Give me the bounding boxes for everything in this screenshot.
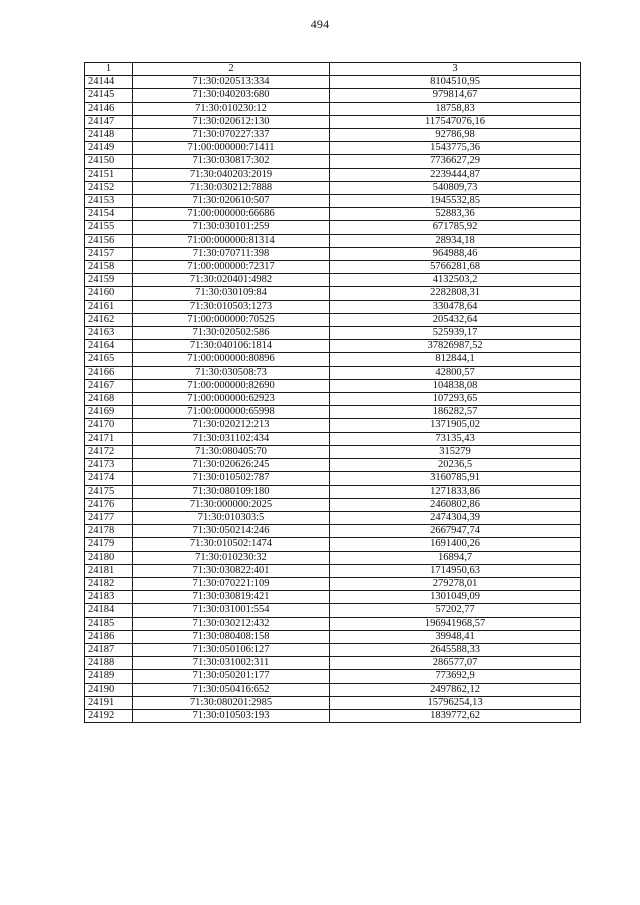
row-number-cell: 24162 bbox=[85, 313, 133, 326]
table-row bbox=[85, 379, 581, 392]
value-cell: 2497862,12 bbox=[330, 683, 581, 696]
table-row bbox=[85, 155, 581, 168]
table-row bbox=[85, 459, 581, 472]
value-cell: 20236,5 bbox=[330, 459, 581, 472]
row-number-cell: 24152 bbox=[85, 181, 133, 194]
table-row bbox=[85, 617, 581, 630]
value-cell: 57202,77 bbox=[330, 604, 581, 617]
table-row bbox=[85, 142, 581, 155]
row-number-cell: 24154 bbox=[85, 208, 133, 221]
row-number-cell: 24155 bbox=[85, 221, 133, 234]
cadastral-number-cell: 71:30:010502:1474 bbox=[133, 538, 330, 551]
cadastral-number-cell: 71:30:080201:2985 bbox=[133, 696, 330, 709]
cadastral-number-cell: 71:30:050214:246 bbox=[133, 525, 330, 538]
value-cell: 812844,1 bbox=[330, 353, 581, 366]
row-number-cell: 24185 bbox=[85, 617, 133, 630]
table-row bbox=[85, 76, 581, 89]
table-row bbox=[85, 577, 581, 590]
row-number-cell: 24177 bbox=[85, 511, 133, 524]
row-number-cell: 24189 bbox=[85, 670, 133, 683]
cadastral-number-cell: 71:00:000000:82690 bbox=[133, 379, 330, 392]
value-cell: 286577,07 bbox=[330, 657, 581, 670]
column-header-2: 2 bbox=[133, 63, 330, 76]
table-row bbox=[85, 643, 581, 656]
table-row bbox=[85, 538, 581, 551]
table-row bbox=[85, 472, 581, 485]
table-row bbox=[85, 485, 581, 498]
row-number-cell: 24184 bbox=[85, 604, 133, 617]
row-number-cell: 24151 bbox=[85, 168, 133, 181]
value-cell: 1945532,85 bbox=[330, 195, 581, 208]
row-number-cell: 24158 bbox=[85, 261, 133, 274]
value-cell: 2239444,87 bbox=[330, 168, 581, 181]
table-row bbox=[85, 89, 581, 102]
table-row bbox=[85, 564, 581, 577]
cadastral-number-cell: 71:30:010502:787 bbox=[133, 472, 330, 485]
value-cell: 8104510,95 bbox=[330, 76, 581, 89]
value-cell: 330478,64 bbox=[330, 300, 581, 313]
value-cell: 37826987,52 bbox=[330, 340, 581, 353]
row-number-cell: 24188 bbox=[85, 657, 133, 670]
cadastral-number-cell: 71:30:040203:2019 bbox=[133, 168, 330, 181]
cadastral-number-cell: 71:30:070711:398 bbox=[133, 247, 330, 260]
column-header-3: 3 bbox=[330, 63, 581, 76]
value-cell: 205432,64 bbox=[330, 313, 581, 326]
cadastral-number-cell: 71:30:070227:337 bbox=[133, 129, 330, 142]
cadastral-number-cell: 71:30:070221:109 bbox=[133, 577, 330, 590]
cadastral-number-cell: 71:30:030508:73 bbox=[133, 366, 330, 379]
table-body bbox=[85, 76, 581, 723]
cadastral-number-cell: 71:30:010230:12 bbox=[133, 102, 330, 115]
column-header-1: 1 bbox=[85, 63, 133, 76]
row-number-cell: 24168 bbox=[85, 393, 133, 406]
cadastral-number-cell: 71:30:030822:401 bbox=[133, 564, 330, 577]
table-row bbox=[85, 630, 581, 643]
table-row bbox=[85, 129, 581, 142]
row-number-cell: 24174 bbox=[85, 472, 133, 485]
table-row bbox=[85, 525, 581, 538]
row-number-cell: 24190 bbox=[85, 683, 133, 696]
cadastral-number-cell: 71:00:000000:72317 bbox=[133, 261, 330, 274]
value-cell: 2645588,33 bbox=[330, 643, 581, 656]
value-cell: 1371905,02 bbox=[330, 419, 581, 432]
cadastral-number-cell: 71:30:030109:84 bbox=[133, 287, 330, 300]
value-cell: 1543775,36 bbox=[330, 142, 581, 155]
table-row bbox=[85, 247, 581, 260]
table-row bbox=[85, 419, 581, 432]
table-row bbox=[85, 261, 581, 274]
row-number-cell: 24181 bbox=[85, 564, 133, 577]
row-number-cell: 24165 bbox=[85, 353, 133, 366]
row-number-cell: 24157 bbox=[85, 247, 133, 260]
table-row bbox=[85, 102, 581, 115]
table-row bbox=[85, 353, 581, 366]
row-number-cell: 24178 bbox=[85, 525, 133, 538]
row-number-cell: 24156 bbox=[85, 234, 133, 247]
table-row bbox=[85, 683, 581, 696]
value-cell: 1271833,86 bbox=[330, 485, 581, 498]
table-row bbox=[85, 327, 581, 340]
cadastral-number-cell: 71:30:031102:434 bbox=[133, 432, 330, 445]
cadastral-number-cell: 71:00:000000:65998 bbox=[133, 406, 330, 419]
cadastral-number-cell: 71:30:020612:130 bbox=[133, 115, 330, 128]
cadastral-number-cell: 71:30:030212:7888 bbox=[133, 181, 330, 194]
table-row bbox=[85, 366, 581, 379]
cadastral-number-cell: 71:00:000000:70525 bbox=[133, 313, 330, 326]
row-number-cell: 24166 bbox=[85, 366, 133, 379]
row-number-cell: 24146 bbox=[85, 102, 133, 115]
cadastral-number-cell: 71:00:000000:71411 bbox=[133, 142, 330, 155]
cadastral-number-cell: 71:30:080109:180 bbox=[133, 485, 330, 498]
value-cell: 16894,7 bbox=[330, 551, 581, 564]
row-number-cell: 24144 bbox=[85, 76, 133, 89]
table-row bbox=[85, 168, 581, 181]
table-row bbox=[85, 406, 581, 419]
cadastral-number-cell: 71:30:030212:432 bbox=[133, 617, 330, 630]
table-row bbox=[85, 181, 581, 194]
table-row bbox=[85, 300, 581, 313]
value-cell: 1714950,63 bbox=[330, 564, 581, 577]
value-cell: 4132503,2 bbox=[330, 274, 581, 287]
row-number-cell: 24183 bbox=[85, 591, 133, 604]
table-row bbox=[85, 670, 581, 683]
value-cell: 1839772,62 bbox=[330, 709, 581, 722]
cadastral-number-cell: 71:00:000000:62923 bbox=[133, 393, 330, 406]
value-cell: 117547076,16 bbox=[330, 115, 581, 128]
cadastral-number-cell: 71:30:010230:32 bbox=[133, 551, 330, 564]
table-row bbox=[85, 551, 581, 564]
row-number-cell: 24159 bbox=[85, 274, 133, 287]
table-header-row bbox=[85, 63, 581, 76]
table-row bbox=[85, 208, 581, 221]
cadastral-number-cell: 71:30:050416:652 bbox=[133, 683, 330, 696]
row-number-cell: 24179 bbox=[85, 538, 133, 551]
row-number-cell: 24160 bbox=[85, 287, 133, 300]
table-container bbox=[84, 62, 581, 723]
cadastral-number-cell: 71:30:020401:4982 bbox=[133, 274, 330, 287]
table-row bbox=[85, 511, 581, 524]
cadastral-number-cell: 71:30:031001:554 bbox=[133, 604, 330, 617]
row-number-cell: 24170 bbox=[85, 419, 133, 432]
cadastral-number-cell: 71:30:000000:2025 bbox=[133, 498, 330, 511]
row-number-cell: 24169 bbox=[85, 406, 133, 419]
cadastral-number-cell: 71:30:050106:127 bbox=[133, 643, 330, 656]
table-row bbox=[85, 445, 581, 458]
value-cell: 671785,92 bbox=[330, 221, 581, 234]
value-cell: 186282,57 bbox=[330, 406, 581, 419]
table-row bbox=[85, 591, 581, 604]
value-cell: 52883,36 bbox=[330, 208, 581, 221]
row-number-cell: 24173 bbox=[85, 459, 133, 472]
row-number-cell: 24167 bbox=[85, 379, 133, 392]
table-row bbox=[85, 432, 581, 445]
row-number-cell: 24187 bbox=[85, 643, 133, 656]
table-row bbox=[85, 657, 581, 670]
value-cell: 2282808,31 bbox=[330, 287, 581, 300]
row-number-cell: 24172 bbox=[85, 445, 133, 458]
row-number-cell: 24153 bbox=[85, 195, 133, 208]
table-row bbox=[85, 195, 581, 208]
row-number-cell: 24145 bbox=[85, 89, 133, 102]
value-cell: 2667947,74 bbox=[330, 525, 581, 538]
value-cell: 525939,17 bbox=[330, 327, 581, 340]
cadastral-number-cell: 71:30:020502:586 bbox=[133, 327, 330, 340]
value-cell: 107293,65 bbox=[330, 393, 581, 406]
cadastral-number-cell: 71:30:040203:680 bbox=[133, 89, 330, 102]
row-number-cell: 24180 bbox=[85, 551, 133, 564]
row-number-cell: 24192 bbox=[85, 709, 133, 722]
table-row bbox=[85, 234, 581, 247]
value-cell: 2474304,39 bbox=[330, 511, 581, 524]
value-cell: 1691400,26 bbox=[330, 538, 581, 551]
row-number-cell: 24164 bbox=[85, 340, 133, 353]
row-number-cell: 24163 bbox=[85, 327, 133, 340]
cadastral-number-cell: 71:30:020212:213 bbox=[133, 419, 330, 432]
row-number-cell: 24148 bbox=[85, 129, 133, 142]
table-row bbox=[85, 313, 581, 326]
cadastral-number-cell: 71:30:040106:1814 bbox=[133, 340, 330, 353]
value-cell: 2460802,86 bbox=[330, 498, 581, 511]
row-number-cell: 24147 bbox=[85, 115, 133, 128]
value-cell: 104838,08 bbox=[330, 379, 581, 392]
value-cell: 42800,57 bbox=[330, 366, 581, 379]
table-row bbox=[85, 221, 581, 234]
row-number-cell: 24186 bbox=[85, 630, 133, 643]
value-cell: 315279 bbox=[330, 445, 581, 458]
table-row bbox=[85, 287, 581, 300]
page-number: 494 bbox=[310, 17, 330, 31]
data-table bbox=[84, 62, 581, 723]
cadastral-number-cell: 71:30:080408:158 bbox=[133, 630, 330, 643]
cadastral-number-cell: 71:30:010303:5 bbox=[133, 511, 330, 524]
table-row bbox=[85, 393, 581, 406]
cadastral-number-cell: 71:30:010503:193 bbox=[133, 709, 330, 722]
value-cell: 18758,83 bbox=[330, 102, 581, 115]
value-cell: 964988,46 bbox=[330, 247, 581, 260]
table-row bbox=[85, 498, 581, 511]
table-row bbox=[85, 696, 581, 709]
value-cell: 92786,98 bbox=[330, 129, 581, 142]
value-cell: 279278,01 bbox=[330, 577, 581, 590]
cadastral-number-cell: 71:30:080405:70 bbox=[133, 445, 330, 458]
value-cell: 39948,41 bbox=[330, 630, 581, 643]
row-number-cell: 24182 bbox=[85, 577, 133, 590]
value-cell: 196941968,57 bbox=[330, 617, 581, 630]
value-cell: 15796254,13 bbox=[330, 696, 581, 709]
row-number-cell: 24191 bbox=[85, 696, 133, 709]
cadastral-number-cell: 71:30:030101:259 bbox=[133, 221, 330, 234]
value-cell: 540809,73 bbox=[330, 181, 581, 194]
value-cell: 773692,9 bbox=[330, 670, 581, 683]
value-cell: 3160785,91 bbox=[330, 472, 581, 485]
cadastral-number-cell: 71:00:000000:80896 bbox=[133, 353, 330, 366]
value-cell: 7736627,29 bbox=[330, 155, 581, 168]
row-number-cell: 24176 bbox=[85, 498, 133, 511]
cadastral-number-cell: 71:00:000000:66686 bbox=[133, 208, 330, 221]
value-cell: 1301049,09 bbox=[330, 591, 581, 604]
value-cell: 28934,18 bbox=[330, 234, 581, 247]
table-row bbox=[85, 340, 581, 353]
value-cell: 73135,43 bbox=[330, 432, 581, 445]
cadastral-number-cell: 71:30:030819:421 bbox=[133, 591, 330, 604]
value-cell: 5766281,68 bbox=[330, 261, 581, 274]
cadastral-number-cell: 71:30:020610:507 bbox=[133, 195, 330, 208]
cadastral-number-cell: 71:00:000000:81314 bbox=[133, 234, 330, 247]
cadastral-number-cell: 71:30:050201:177 bbox=[133, 670, 330, 683]
row-number-cell: 24161 bbox=[85, 300, 133, 313]
table-row bbox=[85, 709, 581, 722]
cadastral-number-cell: 71:30:031002:311 bbox=[133, 657, 330, 670]
cadastral-number-cell: 71:30:030817:302 bbox=[133, 155, 330, 168]
table-row bbox=[85, 604, 581, 617]
row-number-cell: 24171 bbox=[85, 432, 133, 445]
row-number-cell: 24175 bbox=[85, 485, 133, 498]
cadastral-number-cell: 71:30:020626:245 bbox=[133, 459, 330, 472]
table-row bbox=[85, 274, 581, 287]
cadastral-number-cell: 71:30:010503:1273 bbox=[133, 300, 330, 313]
row-number-cell: 24150 bbox=[85, 155, 133, 168]
value-cell: 979814,67 bbox=[330, 89, 581, 102]
table-row bbox=[85, 115, 581, 128]
row-number-cell: 24149 bbox=[85, 142, 133, 155]
cadastral-number-cell: 71:30:020513:334 bbox=[133, 76, 330, 89]
